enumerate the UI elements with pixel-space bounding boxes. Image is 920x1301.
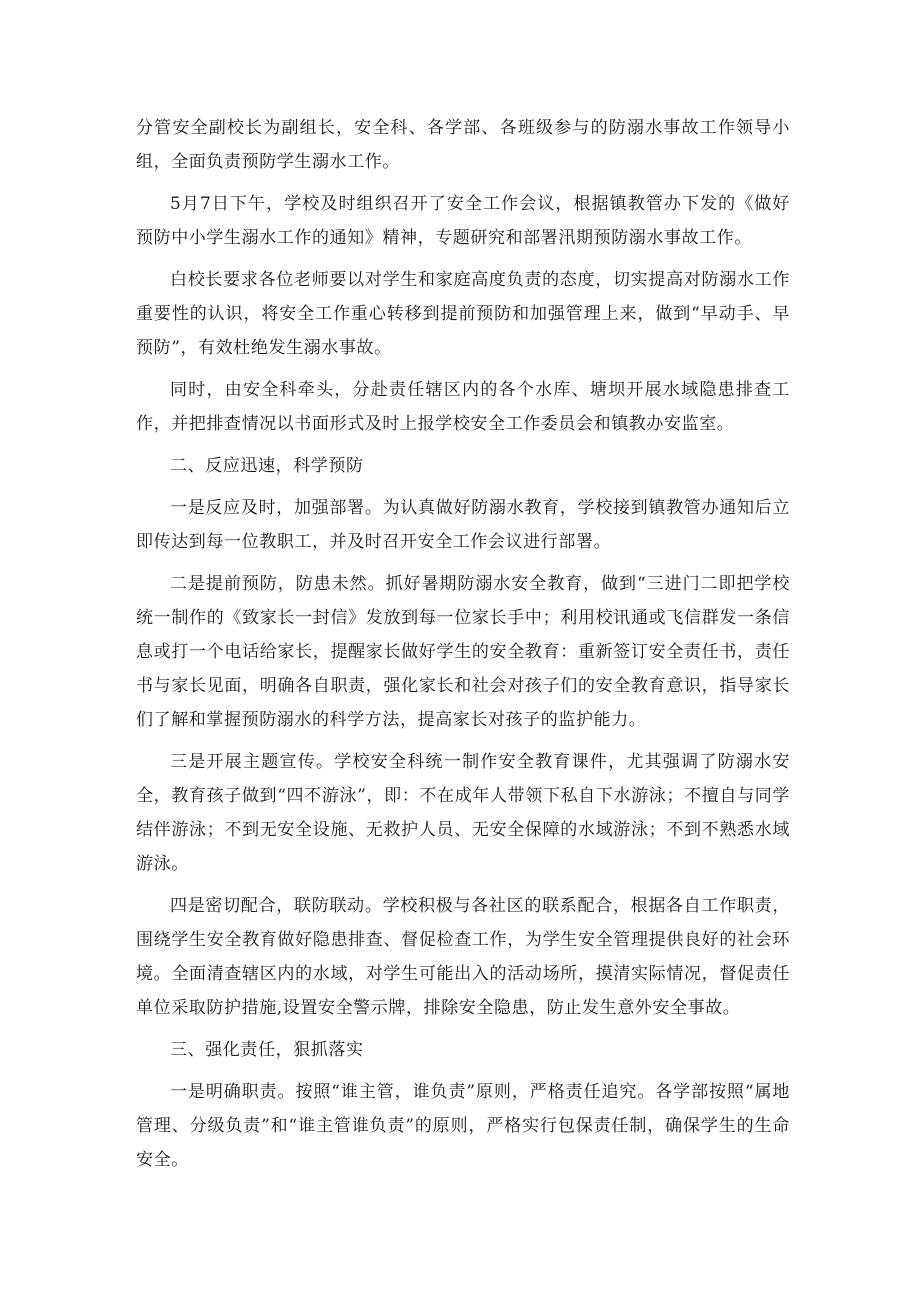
paragraph-hazard-inspection: 同时，由安全科牵头，分赴责任辖区内的各个水库、塘坝开展水域隐患排查工作，并把排查情况以书面形式及时上报学校安全工作委员会和镇教办安监室。 (136, 380, 790, 434)
paragraph-theme-publicity: 三是开展主题宣传。学校安全科统一制作安全教育课件，尤其强调了防溺水安全，教育孩子做到“四不游泳”，即：不在成年人带领下私自下水游泳；不擅自与同学结伴游泳；不到无安全设施、无救护人员、无安全保障的水域游泳；不到不熟悉水域游泳。 (136, 752, 790, 874)
section-heading-strengthen-responsibility: 三、强化责任，狠抓落实 (170, 1040, 364, 1060)
paragraph-principal-requirements: 白校长要求各位老师要以对学生和家庭高度负责的态度，切实提高对防溺水工作重要性的认识，将安全工作重心转移到提前预防和加强管理上来，做到“早动手、早预防”，有效杜绝发生溺水事故。 (136, 270, 790, 358)
paragraph-joint-prevention: 四是密切配合，联防联动。学校积极与各社区的联系配合，根据各自工作职责，围绕学生安全教育做好隐患排查、督促检查工作，为学生安全管理提供良好的社会环境。全面清查辖区内的水域，对学生可能出入的活动场所，摸清实际情况，督促责任单位采取防护措施,设置安全警示牌，排除安全隐患，防止发生意外安全事故。 (136, 896, 790, 1018)
section-heading-rapid-response: 二、反应迅速，科学预防 (170, 456, 364, 476)
document-body (136, 111, 790, 1185)
paragraph-safety-meeting: 5月7日下午，学校及时组织召开了安全工作会议，根据镇教管办下发的《做好预防中小学生溺水工作的通知》精神，专题研究和部署汛期预防溺水事故工作。 (136, 194, 790, 248)
paragraph-clarify-duties: 一是明确职责。按照“谁主管，谁负责”原则，严格责任追究。各学部按照“属地管理、分级负责”和“谁主管谁负责”的原则，严格实行包保责任制，确保学生的生命安全。 (136, 1082, 790, 1170)
paragraph-timely-response: 一是反应及时，加强部署。为认真做好防溺水教育，学校接到镇教管办通知后立即传达到每一位教职工，并及时召开安全工作会议进行部署。 (136, 498, 790, 552)
paragraph-early-prevention: 二是提前预防，防患未然。抓好暑期防溺水安全教育，做到“三进门二即把学校统一制作的《致家长一封信》发放到每一位家长手中；利用校讯通或飞信群发一条信息或打一个电话给家长，提醒家长做好学生的安全教育：重新签订安全责任书，责任书与家长见面，明确各自职责，强化家长和社会对孩子们的安全教育意识，指导家长们了解和掌握预防溺水的科学方法，提高家长对孩子的监护能力。 (136, 574, 790, 730)
paragraph-leadership-group: 分管安全副校长为副组长，安全科、各学部、各班级参与的防溺水事故工作领导小组，全面负责预防学生溺水工作。 (136, 118, 790, 172)
